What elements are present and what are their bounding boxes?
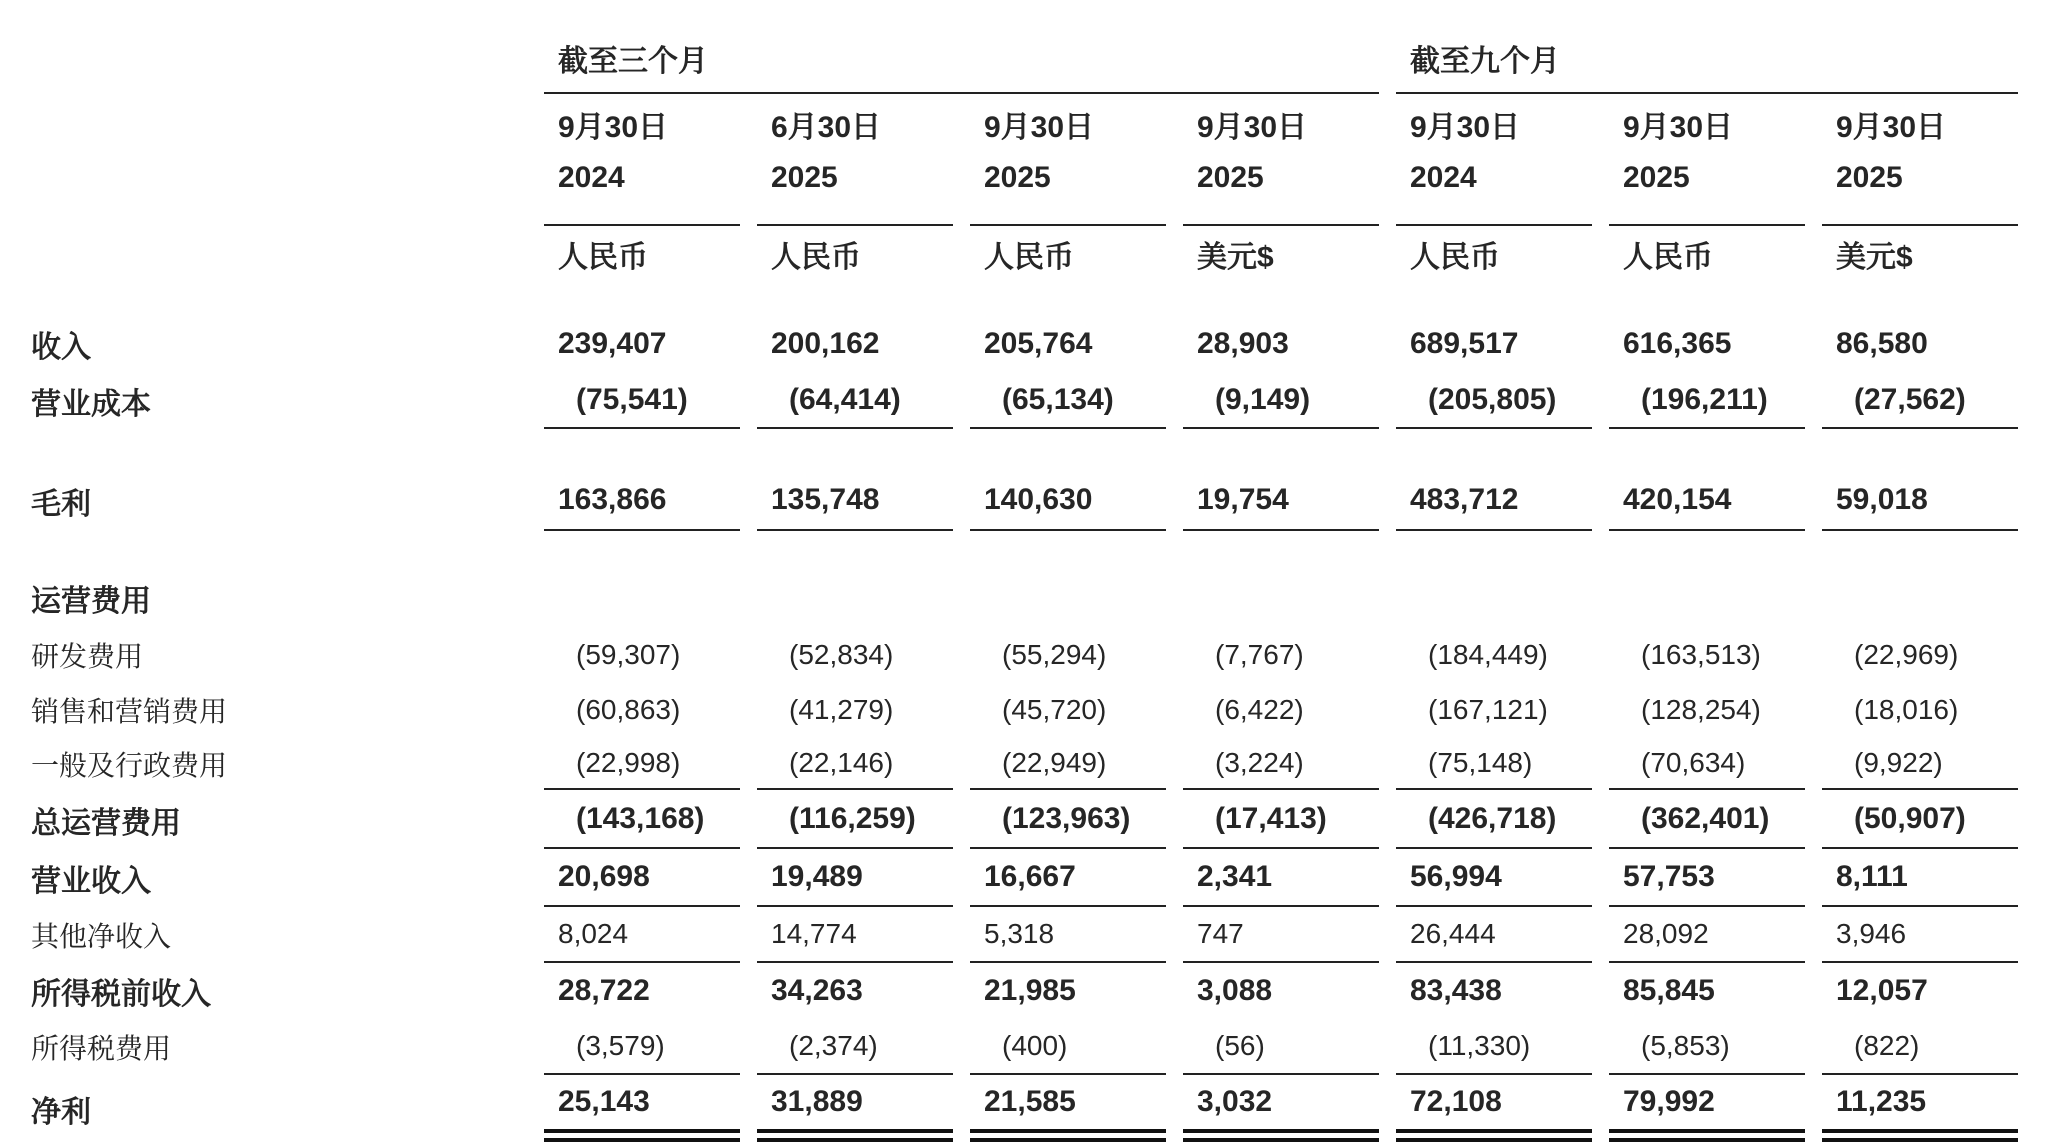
row-label: 研发费用 xyxy=(31,640,144,672)
empty-cell xyxy=(27,6,527,94)
value-cell: 3,032 xyxy=(1183,1075,1379,1142)
row-label: 总运营费用 xyxy=(31,806,181,840)
row-label: 净利 xyxy=(31,1095,91,1129)
value-cell: 21,985 xyxy=(984,974,1076,1007)
value-cell: 205,764 xyxy=(984,327,1093,360)
value-cell: (59,307) xyxy=(576,638,681,670)
column-date-cell xyxy=(544,94,740,226)
column-currency: 美元$ xyxy=(1836,240,1913,274)
row-label: 毛利 xyxy=(31,488,91,521)
spacer-row xyxy=(27,531,2018,569)
value-cell: 12,057 xyxy=(1836,974,1928,1007)
value-cell: 72,108 xyxy=(1396,1075,1592,1142)
table-row-rnd-expenses xyxy=(27,627,2018,682)
value-cell: 83,438 xyxy=(1410,974,1502,1007)
value-cell: 16,667 xyxy=(970,849,1166,907)
table-row-income-tax-expense xyxy=(27,1019,2018,1075)
spacer-row xyxy=(27,281,2018,316)
period-group-label: 截至三个月 xyxy=(544,6,1379,94)
column-currency: 人民币 xyxy=(771,240,861,274)
table-row-operating-income xyxy=(27,849,2018,907)
income-statement-table xyxy=(10,6,2035,1142)
column-year: 2025 xyxy=(984,161,1051,194)
value-cell: (11,330) xyxy=(1396,1019,1592,1075)
value-cell: (167,121) xyxy=(1428,693,1548,725)
column-year: 2025 xyxy=(771,161,838,194)
value-cell: (64,414) xyxy=(757,372,953,429)
value-cell: (3,224) xyxy=(1183,737,1379,790)
empty-cell xyxy=(27,226,527,281)
table-row-other-income-net xyxy=(27,907,2018,963)
value-cell: (7,767) xyxy=(1215,638,1304,670)
value-cell: 28,092 xyxy=(1609,907,1805,963)
value-cell: 79,992 xyxy=(1609,1075,1805,1142)
column-date: 9月30日 xyxy=(1623,111,1734,144)
value-cell: (9,922) xyxy=(1822,737,2018,790)
column-currency: 人民币 xyxy=(558,240,648,274)
table-row-total-operating-expenses xyxy=(27,790,2018,849)
value-cell: (400) xyxy=(970,1019,1166,1075)
value-cell: (9,149) xyxy=(1183,372,1379,429)
value-cell: 2,341 xyxy=(1183,849,1379,907)
value-cell: (5,853) xyxy=(1609,1019,1805,1075)
column-year: 2024 xyxy=(558,161,625,194)
value-cell: 135,748 xyxy=(757,471,953,531)
value-cell: 8,024 xyxy=(544,907,740,963)
value-cell: (70,634) xyxy=(1609,737,1805,790)
value-cell: 140,630 xyxy=(970,471,1166,531)
value-cell: 239,407 xyxy=(558,327,667,360)
value-cell: (75,541) xyxy=(544,372,740,429)
row-label: 销售和营销费用 xyxy=(31,695,228,727)
value-cell: (2,374) xyxy=(757,1019,953,1075)
row-label: 一般及行政费用 xyxy=(31,749,228,781)
value-cell: (41,279) xyxy=(789,693,894,725)
row-label: 所得税费用 xyxy=(31,1033,172,1064)
column-date-cell xyxy=(1183,94,1379,226)
value-cell: (143,168) xyxy=(544,790,740,849)
value-cell: (22,949) xyxy=(970,737,1166,790)
value-cell: (65,134) xyxy=(970,372,1166,429)
column-date: 6月30日 xyxy=(771,111,882,144)
value-cell: (822) xyxy=(1822,1019,2018,1075)
value-cell: 747 xyxy=(1183,907,1379,963)
column-date: 9月30日 xyxy=(984,111,1095,144)
value-cell: (45,720) xyxy=(1002,693,1107,725)
table-row-income-before-tax xyxy=(27,963,2018,1019)
row-label: 营业成本 xyxy=(31,387,151,421)
value-cell: 21,585 xyxy=(970,1075,1166,1142)
value-cell: 19,754 xyxy=(1183,471,1379,531)
section-row-operating-expenses xyxy=(27,569,2018,627)
value-cell: 59,018 xyxy=(1822,471,2018,531)
value-cell: 85,845 xyxy=(1623,974,1715,1007)
row-label: 所得税前收入 xyxy=(31,978,211,1011)
table-row-sales-marketing-expenses xyxy=(27,682,2018,737)
value-cell: 25,143 xyxy=(544,1075,740,1142)
value-cell: (56) xyxy=(1183,1019,1379,1075)
column-date: 9月30日 xyxy=(1410,111,1521,144)
section-label: 运营费用 xyxy=(31,585,151,618)
value-cell: 689,517 xyxy=(1410,327,1519,360)
value-cell: (27,562) xyxy=(1822,372,2018,429)
column-year: 2025 xyxy=(1623,161,1690,194)
value-cell: 200,162 xyxy=(771,327,880,360)
row-label: 其他净收入 xyxy=(31,921,172,952)
value-cell: 420,154 xyxy=(1609,471,1805,531)
value-cell: 26,444 xyxy=(1396,907,1592,963)
value-cell: 5,318 xyxy=(970,907,1166,963)
table-row-general-admin-expenses xyxy=(27,737,2018,790)
period-group-label: 截至九个月 xyxy=(1396,6,2018,94)
value-cell: 34,263 xyxy=(771,974,863,1007)
value-cell: 483,712 xyxy=(1396,471,1592,531)
value-cell: 28,903 xyxy=(1197,327,1289,360)
value-cell: 14,774 xyxy=(757,907,953,963)
value-cell: 616,365 xyxy=(1623,327,1732,360)
value-cell: 19,489 xyxy=(757,849,953,907)
column-currency: 人民币 xyxy=(984,240,1074,274)
value-cell: 8,111 xyxy=(1822,849,2018,907)
value-cell: 56,994 xyxy=(1396,849,1592,907)
value-cell: 20,698 xyxy=(544,849,740,907)
value-cell: 57,753 xyxy=(1609,849,1805,907)
value-cell: (22,146) xyxy=(757,737,953,790)
value-cell: (128,254) xyxy=(1641,693,1761,725)
column-date-cell xyxy=(970,94,1166,226)
value-cell: (60,863) xyxy=(576,693,681,725)
table-row-net-income xyxy=(27,1075,2018,1142)
empty-cell xyxy=(27,94,527,226)
value-cell: 31,889 xyxy=(757,1075,953,1142)
column-currency: 人民币 xyxy=(1623,240,1713,274)
column-year: 2025 xyxy=(1836,161,1903,194)
value-cell: (52,834) xyxy=(789,638,894,670)
table-row-gross-profit xyxy=(27,471,2018,531)
period-group-row xyxy=(27,6,2018,94)
column-year: 2025 xyxy=(1197,161,1264,194)
value-cell: 3,946 xyxy=(1822,907,2018,963)
value-cell: (3,579) xyxy=(544,1019,740,1075)
value-cell: 3,088 xyxy=(1197,974,1273,1007)
column-date: 9月30日 xyxy=(1836,111,1947,144)
spacer-row xyxy=(27,429,2018,471)
value-cell: (196,211) xyxy=(1609,372,1805,429)
value-cell: 163,866 xyxy=(544,471,740,531)
value-cell: (75,148) xyxy=(1396,737,1592,790)
value-cell: 11,235 xyxy=(1822,1075,2018,1142)
column-currency: 人民币 xyxy=(1410,240,1500,274)
value-cell: (22,969) xyxy=(1854,638,1959,670)
column-date-cell xyxy=(757,94,953,226)
column-date-cell xyxy=(1822,94,2018,226)
value-cell: (123,963) xyxy=(970,790,1166,849)
value-cell: (50,907) xyxy=(1822,790,2018,849)
table-row-cost-of-revenue xyxy=(27,372,2018,429)
value-cell: (55,294) xyxy=(1002,638,1107,670)
row-label: 营业收入 xyxy=(31,865,151,898)
value-cell: (116,259) xyxy=(757,790,953,849)
value-cell: 28,722 xyxy=(558,974,650,1007)
column-currency: 美元$ xyxy=(1197,240,1274,274)
table-row-revenue xyxy=(27,316,2018,372)
value-cell: (22,998) xyxy=(544,737,740,790)
column-date: 9月30日 xyxy=(1197,111,1308,144)
value-cell: (6,422) xyxy=(1215,693,1304,725)
column-date: 9月30日 xyxy=(558,111,669,144)
row-label: 收入 xyxy=(31,331,91,364)
value-cell: (205,805) xyxy=(1396,372,1592,429)
column-date-cell xyxy=(1609,94,1805,226)
value-cell: (18,016) xyxy=(1854,693,1959,725)
date-header-row xyxy=(27,94,2018,226)
value-cell: 86,580 xyxy=(1836,327,1928,360)
value-cell: (17,413) xyxy=(1183,790,1379,849)
value-cell: (184,449) xyxy=(1428,638,1548,670)
value-cell: (362,401) xyxy=(1609,790,1805,849)
currency-header-row xyxy=(27,226,2018,281)
column-year: 2024 xyxy=(1410,161,1477,194)
column-date-cell xyxy=(1396,94,1592,226)
value-cell: (426,718) xyxy=(1396,790,1592,849)
value-cell: (163,513) xyxy=(1641,638,1761,670)
